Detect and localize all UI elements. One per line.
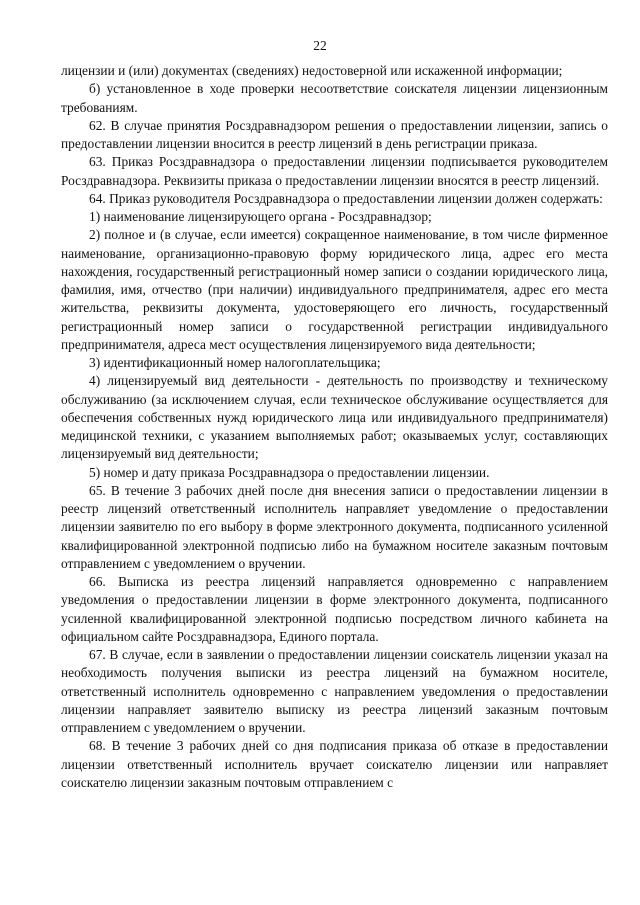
paragraph: 5) номер и дату приказа Росздравнадзора о предоставлении лицензии. bbox=[89, 464, 490, 480]
paragraph: 2) полное и (в случае, если имеется) сокращенное наименование, в том числе фирменное наименование, организационно-правовую форму юридического лица, адрес его места нахождения, государственный регистрационный номер записи о создании юридического лица, фамилия, имя, отчество (при наличии) индивидуального предпринимателя, адрес его места жительства, реквизиты документа, удостоверяющего его личность, государственный регистрационный номер записи о государственной регистрации индивидуального предпринимателя, адреса мест осуществления лицензируемого вида деятельности; bbox=[61, 227, 608, 352]
document-body bbox=[61, 62, 608, 792]
paragraph: 62. В случае принятия Росздравнадзором решения о предоставлении лицензии, запись о предоставлении лицензии вносится в реестр лицензий в день регистрации приказа. bbox=[61, 117, 608, 151]
paragraph: 66. Выписка из реестра лицензий направляется одновременно с направлением уведомления о предоставлении лицензии в форме электронного документа, подписанного усиленной квалифицированной электронной подписью посредством личного кабинета на официальном сайте Росздравнадзора, Единого портала. bbox=[61, 574, 608, 644]
page-number: 22 bbox=[313, 38, 327, 53]
paragraph: 64. Приказ руководителя Росздравнадзора о предоставлении лицензии должен содержать: bbox=[89, 190, 603, 206]
paragraph: 68. В течение 3 рабочих дней со дня подписания приказа об отказе в предоставлении лицензии ответственный исполнитель вручает соискателю лицензии или направляет соискателю лицензии заказным почтовым отправлением с bbox=[61, 738, 608, 790]
paragraph: 1) наименование лицензирующего органа - Росздравнадзор; bbox=[89, 209, 432, 224]
paragraph: 63. Приказ Росздравнадзора о предоставлении лицензии подписывается руководителем Росздравнадзора. Реквизиты приказа о предоставлении лицензии вносятся в реестр лицензий. bbox=[61, 154, 608, 188]
paragraph: лицензии и (или) документах (сведениях) недостоверной или искаженной информации; bbox=[61, 63, 563, 78]
paragraph: б) установленное в ходе проверки несоответствие соискателя лицензии лицензионным требованиям. bbox=[61, 81, 608, 115]
paragraph: 4) лицензируемый вид деятельности - деятельность по производству и техническому обслуживанию (за исключением случая, если техническое обслуживание осуществляется для обеспечения собственных нужд юридического лица или индивидуального предпринимателя) медицинской техники, с указанием выполняемых работ; оказываемых услуг, составляющих лицензируемый вид деятельности; bbox=[61, 373, 608, 462]
paragraph: 65. В течение 3 рабочих дней после дня внесения записи о предоставлении лицензии в реестр лицензий ответственный исполнитель направляет уведомление о предоставлении лицензии заявителю по его выбору в форме электронного документа, подписанного усиленной квалифицированной электронной подписью либо на бумажном носителе заказным почтовым отправлением с уведомлением о вручении. bbox=[61, 482, 608, 571]
paragraph: 67. В случае, если в заявлении о предоставлении лицензии соискатель лицензии указал на необходимость получения выписки из реестра лицензий на бумажном носителе, ответственный исполнитель одновременно с направлением уведомления о предоставлении лицензии направляет заявителю выписку из реестра лицензий заказным почтовым отправлением с уведомлением о вручении. bbox=[61, 647, 608, 735]
paragraph: 3) идентификационный номер налогоплательщика; bbox=[89, 355, 381, 370]
